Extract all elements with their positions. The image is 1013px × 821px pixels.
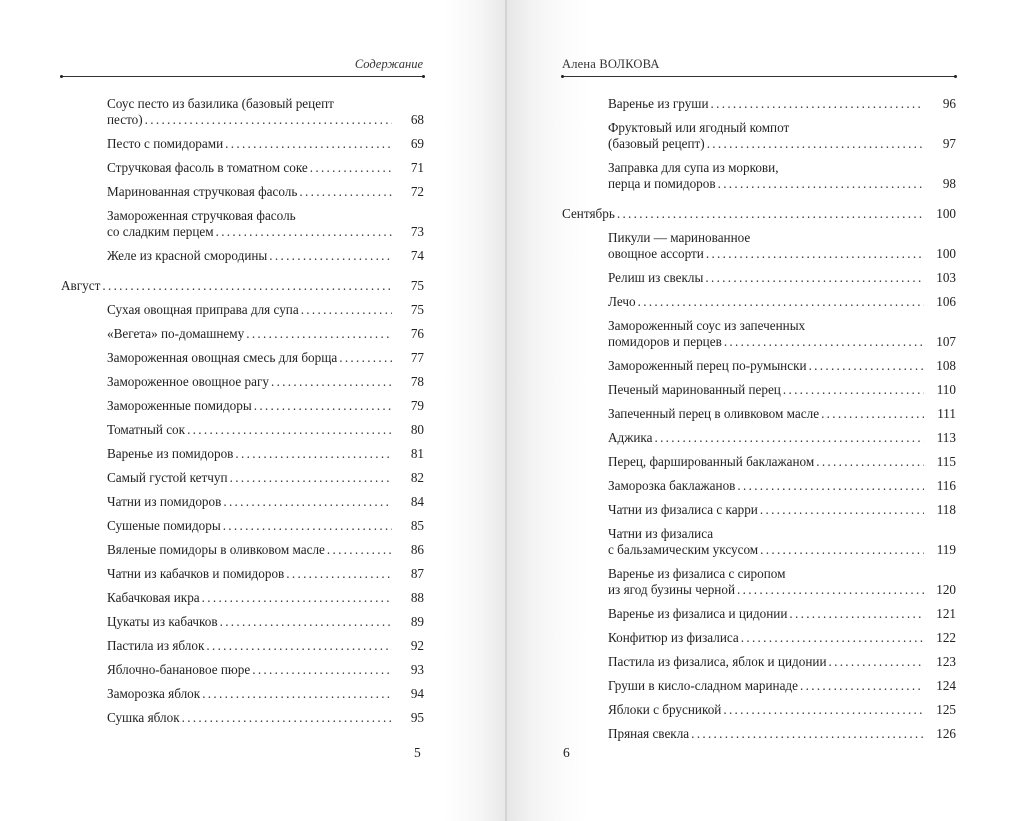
entry-page-number: 103 — [936, 270, 956, 285]
entry-title-line: Чатни из физалиса — [608, 526, 714, 541]
toc-chapter — [562, 206, 956, 222]
entry-page-number: 79 — [410, 398, 424, 413]
entry-title: Чатни из физалиса с карри — [608, 502, 758, 517]
entry-page-number: 72 — [410, 184, 424, 199]
entry-page-number: 121 — [936, 606, 956, 621]
entry-page-number: 125 — [936, 702, 956, 717]
entry-title: Август — [61, 278, 101, 293]
entry-leader-line — [107, 160, 424, 176]
entry-title: Варенье из груши — [608, 96, 709, 111]
entry-leader-line — [107, 518, 424, 534]
entry-page-number: 76 — [410, 326, 424, 341]
running-head: Алена ВОЛКОВА — [562, 57, 660, 71]
entry-title: (базовый рецепт) — [608, 136, 705, 151]
entry-page-number: 78 — [410, 374, 424, 389]
entry-leader-line — [608, 502, 956, 518]
entry-page-number: 100 — [936, 246, 956, 261]
entry-leader-line — [608, 246, 956, 262]
toc-entry — [562, 566, 956, 598]
dot-leader — [705, 270, 924, 286]
entry-leader-line — [107, 374, 424, 390]
dot-leader — [706, 246, 924, 262]
entry-leader-line — [608, 430, 956, 446]
entry-title: с бальзамическим уксусом — [608, 542, 759, 557]
dot-leader — [829, 654, 925, 670]
dot-leader — [816, 454, 924, 470]
entry-leader-line — [608, 478, 956, 494]
entry-page-number: 87 — [410, 566, 424, 581]
dot-leader — [617, 206, 924, 222]
entry-page-number: 82 — [410, 470, 424, 485]
dot-leader — [737, 582, 924, 598]
entry-page-number: 92 — [410, 638, 424, 653]
entry-title-line: Замороженный соус из запеченных — [608, 318, 806, 333]
toc-entry — [61, 710, 424, 726]
entry-title: Сентябрь — [562, 206, 615, 221]
entry-title-line: Варенье из физалиса с сиропом — [608, 566, 786, 581]
toc-entry — [61, 662, 424, 678]
entry-leader-line — [107, 136, 424, 152]
toc-entry — [562, 630, 956, 646]
dot-leader — [235, 446, 392, 462]
dot-leader — [760, 502, 924, 518]
dot-leader — [821, 406, 924, 422]
entry-page-number: 69 — [410, 136, 424, 151]
entry-leader-line — [107, 638, 424, 654]
dot-leader — [254, 398, 392, 414]
entry-leader-line — [608, 702, 956, 718]
entry-leader-line — [608, 358, 956, 374]
entry-leader-line — [107, 446, 424, 462]
toc-entry — [562, 502, 956, 518]
entry-leader-line — [608, 334, 956, 350]
toc-entry — [562, 526, 956, 558]
entry-leader-line — [107, 662, 424, 678]
dot-leader — [741, 630, 924, 646]
entry-title: Самый густой кетчуп — [107, 470, 228, 485]
entry-leader-line — [608, 454, 956, 470]
entry-page-number: 84 — [410, 494, 424, 509]
entry-title: Варенье из помидоров — [107, 446, 234, 461]
entry-leader-line — [608, 406, 956, 422]
dot-leader — [310, 160, 392, 176]
entry-page-number: 88 — [410, 590, 424, 605]
entry-page-number: 120 — [936, 582, 956, 597]
entry-leader-line — [608, 542, 956, 558]
entry-page-number: 110 — [936, 382, 956, 397]
dot-leader — [789, 606, 924, 622]
entry-page-number: 97 — [942, 136, 956, 151]
toc-entry — [61, 398, 424, 414]
entry-title: перца и помидоров — [608, 176, 716, 191]
entry-leader-line — [107, 590, 424, 606]
right-page — [507, 0, 1013, 821]
entry-title-line: Фруктовый или ягодный компот — [608, 120, 790, 135]
toc-entry — [61, 136, 424, 152]
entry-page-number: 126 — [936, 726, 956, 741]
entry-leader-line — [608, 176, 956, 192]
entry-page-number: 93 — [410, 662, 424, 677]
toc-entry — [562, 430, 956, 446]
entry-title-line: Замороженная стручковая фасоль — [107, 208, 296, 223]
toc-list — [61, 96, 424, 734]
dot-leader — [182, 710, 392, 726]
entry-leader-line — [608, 726, 956, 742]
toc-entry — [562, 654, 956, 670]
dot-leader — [271, 374, 392, 390]
entry-title: Стручковая фасоль в томатном соке — [107, 160, 308, 175]
entry-page-number: 107 — [936, 334, 956, 349]
dot-leader — [737, 478, 924, 494]
entry-title: Замороженный перец по-румынски — [608, 358, 807, 373]
entry-page-number: 116 — [936, 478, 956, 493]
entry-title: песто) — [107, 112, 143, 127]
toc-entry — [61, 248, 424, 264]
page-number: 6 — [563, 745, 570, 760]
entry-title: Песто с помидорами — [107, 136, 224, 151]
toc-entry — [562, 160, 956, 192]
toc-entry — [61, 470, 424, 486]
entry-leader-line — [107, 398, 424, 414]
entry-leader-line — [107, 566, 424, 582]
dot-leader — [223, 518, 392, 534]
entry-page-number: 118 — [936, 502, 956, 517]
dot-leader — [718, 176, 924, 192]
entry-page-number: 71 — [410, 160, 424, 175]
dot-leader — [339, 350, 392, 366]
toc-entry — [61, 686, 424, 702]
entry-leader-line — [107, 248, 424, 264]
entry-title: Яблоки с брусникой — [608, 702, 722, 717]
entry-title: Сухая овощная приправа для супа — [107, 302, 299, 317]
toc-entry — [562, 358, 956, 374]
entry-page-number: 77 — [410, 350, 424, 365]
entry-title: Желе из красной смородины — [107, 248, 268, 263]
dot-leader — [327, 542, 392, 558]
entry-leader-line — [608, 96, 956, 112]
entry-title: со сладким перцем — [107, 224, 214, 239]
entry-title: Яблочно-банановое пюре — [107, 662, 251, 677]
toc-entry — [61, 518, 424, 534]
entry-title: Цукаты из кабачков — [107, 614, 218, 629]
entry-page-number: 86 — [410, 542, 424, 557]
toc-entry — [61, 614, 424, 630]
header-rule — [562, 76, 956, 77]
toc-entry — [562, 120, 956, 152]
entry-title: Маринованная стручковая фасоль — [107, 184, 298, 199]
toc-entry — [61, 422, 424, 438]
entry-title: из ягод бузины черной — [608, 582, 735, 597]
dot-leader — [223, 494, 392, 510]
entry-title: Заморозка яблок — [107, 686, 201, 701]
toc-entry — [562, 454, 956, 470]
dot-leader — [230, 470, 392, 486]
dot-leader — [246, 326, 392, 342]
entry-leader-line — [608, 630, 956, 646]
toc-entry — [562, 606, 956, 622]
entry-page-number: 74 — [410, 248, 424, 263]
toc-entry — [562, 96, 956, 112]
toc-entry — [61, 160, 424, 176]
dot-leader — [202, 590, 392, 606]
entry-leader-line — [107, 470, 424, 486]
entry-leader-line — [107, 112, 424, 128]
entry-title: Перец, фаршированный баклажаном — [608, 454, 815, 469]
entry-title: Кабачковая икра — [107, 590, 200, 605]
dot-leader — [654, 430, 924, 446]
entry-leader-line — [107, 710, 424, 726]
dot-leader — [809, 358, 924, 374]
entry-page-number: 98 — [942, 176, 956, 191]
entry-page-number: 80 — [410, 422, 424, 437]
entry-title-line: Пикули — маринованное — [608, 230, 751, 245]
toc-entry — [61, 302, 424, 318]
dot-leader — [206, 638, 392, 654]
dot-leader — [216, 224, 392, 240]
entry-title: Конфитюр из физалиса — [608, 630, 739, 645]
entry-title: помидоров и перцев — [608, 334, 722, 349]
page-number: 5 — [414, 745, 421, 760]
entry-page-number: 89 — [410, 614, 424, 629]
entry-title: Варенье из физалиса и цидонии — [608, 606, 788, 621]
toc-entry — [61, 494, 424, 510]
entry-title: Заморозка баклажанов — [608, 478, 736, 493]
entry-page-number: 85 — [410, 518, 424, 533]
dot-leader — [102, 278, 392, 294]
toc-entry — [61, 542, 424, 558]
toc-entry — [61, 590, 424, 606]
dot-leader — [707, 136, 924, 152]
dot-leader — [691, 726, 924, 742]
entry-title: Томатный сок — [107, 422, 186, 437]
entry-leader-line — [608, 654, 956, 670]
toc-entry — [61, 374, 424, 390]
toc-entry — [61, 208, 424, 240]
entry-leader-line — [107, 614, 424, 630]
entry-page-number: 95 — [410, 710, 424, 725]
entry-title: Груши в кисло-сладном маринаде — [608, 678, 798, 693]
toc-entry — [562, 726, 956, 742]
dot-leader — [225, 136, 392, 152]
dot-leader — [220, 614, 392, 630]
toc-chapter — [61, 278, 424, 294]
entry-title: Сушка яблок — [107, 710, 180, 725]
entry-title: Замороженное овощное рагу — [107, 374, 269, 389]
entry-title: Вяленые помидоры в оливковом масле — [107, 542, 325, 557]
entry-page-number: 122 — [936, 630, 956, 645]
toc-entry — [61, 638, 424, 654]
toc-entry — [562, 382, 956, 398]
entry-title-line: Соус песто из базилика (базовый рецепт — [107, 96, 334, 111]
toc-entry — [562, 318, 956, 350]
entry-title: Чатни из кабачков и помидоров — [107, 566, 285, 581]
toc-entry — [61, 446, 424, 462]
toc-entry — [562, 270, 956, 286]
entry-leader-line — [107, 494, 424, 510]
dot-leader — [252, 662, 392, 678]
dot-leader — [299, 184, 392, 200]
toc-entry — [562, 478, 956, 494]
entry-page-number: 75 — [410, 278, 424, 293]
dot-leader — [301, 302, 392, 318]
header-rule — [61, 76, 424, 77]
entry-title: Релиш из свеклы — [608, 270, 704, 285]
dot-leader — [783, 382, 924, 398]
entry-page-number: 119 — [936, 542, 956, 557]
entry-page-number: 115 — [936, 454, 956, 469]
toc-entry — [61, 326, 424, 342]
entry-leader-line — [107, 302, 424, 318]
entry-leader-line — [61, 278, 424, 294]
entry-page-number: 100 — [936, 206, 956, 221]
entry-title: Пастила из физалиса, яблок и цидонии — [608, 654, 827, 669]
dot-leader — [760, 542, 924, 558]
entry-leader-line — [608, 606, 956, 622]
entry-leader-line — [608, 382, 956, 398]
entry-leader-line — [107, 422, 424, 438]
entry-title: Пастила из яблок — [107, 638, 205, 653]
toc-entry — [562, 702, 956, 718]
entry-page-number: 113 — [936, 430, 956, 445]
dot-leader — [269, 248, 392, 264]
toc-entry — [61, 96, 424, 128]
entry-title-line: Заправка для супа из моркови, — [608, 160, 779, 175]
entry-page-number: 68 — [410, 112, 424, 127]
toc-entry — [562, 406, 956, 422]
entry-leader-line — [107, 184, 424, 200]
entry-leader-line — [608, 294, 956, 310]
entry-leader-line — [608, 136, 956, 152]
entry-page-number: 73 — [410, 224, 424, 239]
dot-leader — [187, 422, 392, 438]
dot-leader — [202, 686, 392, 702]
entry-title: Пряная свекла — [608, 726, 690, 741]
dot-leader — [724, 334, 924, 350]
entry-page-number: 94 — [410, 686, 424, 701]
entry-page-number: 81 — [410, 446, 424, 461]
entry-leader-line — [608, 582, 956, 598]
dot-leader — [286, 566, 392, 582]
entry-title: Замороженные помидоры — [107, 398, 252, 413]
toc-entry — [562, 678, 956, 694]
entry-page-number: 123 — [936, 654, 956, 669]
entry-title: Сушеные помидоры — [107, 518, 221, 533]
dot-leader — [145, 112, 392, 128]
entry-page-number: 106 — [936, 294, 956, 309]
entry-title: Лечо — [608, 294, 636, 309]
entry-leader-line — [608, 270, 956, 286]
running-head: Содержание — [354, 57, 423, 71]
entry-leader-line — [107, 686, 424, 702]
entry-page-number: 75 — [410, 302, 424, 317]
toc-entry — [61, 566, 424, 582]
entry-title: овощное ассорти — [608, 246, 704, 261]
toc-entry — [61, 184, 424, 200]
entry-leader-line — [107, 326, 424, 342]
entry-leader-line — [107, 224, 424, 240]
entry-title: Аджика — [608, 430, 653, 445]
toc-entry — [61, 350, 424, 366]
entry-title: Печеный маринованный перец — [608, 382, 781, 397]
toc-entry — [562, 294, 956, 310]
entry-title: Чатни из помидоров — [107, 494, 222, 509]
dot-leader — [723, 702, 924, 718]
dot-leader — [800, 678, 924, 694]
left-page — [0, 0, 505, 821]
entry-title: Замороженная овощная смесь для борща — [107, 350, 338, 365]
entry-leader-line — [107, 350, 424, 366]
entry-leader-line — [107, 542, 424, 558]
entry-title: «Вегета» по-домашнему — [107, 326, 245, 341]
entry-page-number: 96 — [942, 96, 956, 111]
entry-title: Запеченный перец в оливковом масле — [608, 406, 820, 421]
dot-leader — [638, 294, 924, 310]
dot-leader — [711, 96, 924, 112]
entry-page-number: 124 — [936, 678, 956, 693]
entry-page-number: 108 — [936, 358, 956, 373]
toc-list — [562, 96, 956, 750]
toc-entry — [562, 230, 956, 262]
entry-leader-line — [608, 678, 956, 694]
entry-leader-line — [562, 206, 956, 222]
entry-page-number: 111 — [937, 406, 956, 421]
